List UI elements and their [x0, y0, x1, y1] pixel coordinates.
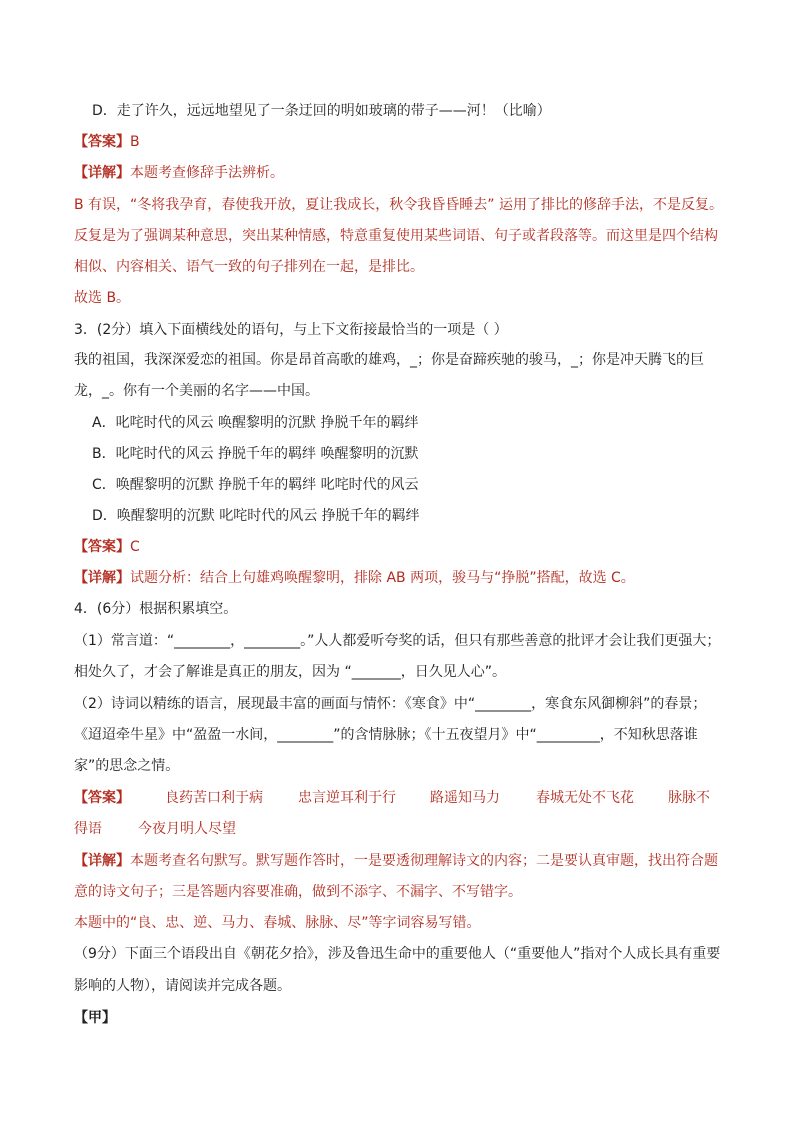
detail-text: 试题分析：结合上句雄鸡唤醒黎明，排除 AB 两项，骏马与“挣脱”搭配，故选 C。 [130, 570, 635, 586]
q3-detail-line [74, 568, 635, 588]
q2-explain-3: 相似、内容相关、语气一致的句子排列在一起，是排比。 [74, 259, 424, 275]
q3-option-b: B．叱咤时代的风云 挣脱千年的羁绊 唤醒黎明的沉默 [92, 446, 419, 462]
q2-detail-line [74, 163, 284, 183]
q4-detail-line [74, 851, 718, 871]
detail-tag: 【详解】 [74, 853, 130, 869]
q4-part2-line3: 家”的思念之情。 [74, 758, 180, 774]
q4-answer-6: 今夜月明人尽望 [138, 821, 236, 837]
detail-text: 本题考查名句默写。默写题作答时，一是要透彻理解诗文的内容；二是要认真审题，找出符合题 [130, 853, 718, 869]
detail-tag: 【详解】 [74, 570, 130, 586]
q4-stem: 4．(6分）根据积累填空。 [74, 601, 238, 617]
answer-value: C [130, 539, 140, 555]
detail-text: 本题考查修辞手法辨析。 [130, 165, 284, 181]
q2-option-d: D．走了许久，远远地望见了一条迂回的明如玻璃的带子——河！（比喻） [92, 103, 551, 119]
q3-option-a: A．叱咤时代的风云 唤醒黎明的沉默 挣脱千年的羁绊 [92, 415, 419, 431]
q4-detail-2: 意的诗文句子；三是答题内容要准确，做到不添字、不漏字、不写错字。 [74, 884, 522, 900]
q4-part2-line2: 《迢迢牵牛星》中“盈盈一水间，________”的含情脉脉；《十五夜望月》中“_________，不知秋思落谁 [74, 727, 698, 743]
q4-part1-line2: 相处久了，才会了解谁是真正的朋友，因为 “_______，日久见人心”。 [74, 664, 506, 680]
q5-stem-2: 影响的人物），请阅读并完成各题。 [74, 978, 291, 994]
q4-part2-line1: （2）诗词以精练的语言，展现最丰富的画面与情怀：《寒食》中“________，寒食东风御柳斜”的春景； [74, 696, 707, 712]
answer-tag: 【答案】 [74, 790, 130, 806]
q3-option-d: D．唤醒黎明的沉默 叱咤时代的风云 挣脱千年的羁绊 [92, 508, 420, 524]
q4-answer-line [74, 788, 130, 808]
answer-value: B [130, 134, 140, 150]
q4-answer-5-cont: 得语 [74, 821, 102, 837]
q3-option-c: C．唤醒黎明的沉默 挣脱千年的羁绊 叱咤时代的风云 [92, 477, 419, 493]
q5-stem-1: （9分）下面三个语段出自《朝花夕拾》，涉及鲁迅生命中的重要他人（“重要他人”指对个人成长具有重要 [74, 946, 721, 962]
q2-explain-1: B 有误，“冬将我孕育，春使我开放，夏让我成长，秋令我昏昏睡去” 运用了排比的修辞手法，不是反复。 [74, 197, 724, 213]
q2-explain-4: 故选 B。 [74, 290, 131, 306]
answer-tag: 【答案】 [74, 539, 130, 555]
q4-answer-5: 脉脉不 [668, 790, 710, 806]
q5-section-label: 【甲】 [74, 1010, 116, 1026]
answer-tag: 【答案】 [74, 134, 130, 150]
q2-answer-line [74, 132, 140, 152]
q3-answer-line [74, 537, 140, 557]
q3-text-2: 龙，_。你有一个美丽的名字——中国。 [74, 383, 319, 399]
q3-stem: 3．(2分）填入下面横线处的语句，与上下文衔接最恰当的一项是（ ） [74, 322, 508, 338]
q3-text-1: 我的祖国，我深深爱恋的祖国。你是昂首高歌的雄鸡，_；你是奋蹄疾驰的骏马，_；你是冲天腾飞的巨 [74, 352, 704, 368]
q4-answer-2: 忠言逆耳利于行 [298, 790, 396, 806]
q2-explain-2: 反复是为了强调某种意思，突出某种情感，特意重复使用某些词语、句子或者段落等。而这里是四个结构 [74, 228, 718, 244]
detail-tag: 【详解】 [74, 165, 130, 181]
q4-answer-3: 路遥知马力 [430, 790, 500, 806]
q4-part1-line1: （1）常言道：“________，________。”人人都爱听夸奖的话，但只有那些善意的批评才会让我们更强大； [74, 633, 721, 649]
q4-detail-3: 本题中的“良、忠、逆、马力、春城、脉脉、尽”等字词容易写错。 [74, 915, 481, 931]
q4-answer-1: 良药苦口利于病 [165, 790, 263, 806]
q4-answer-4: 春城无处不飞花 [536, 790, 634, 806]
